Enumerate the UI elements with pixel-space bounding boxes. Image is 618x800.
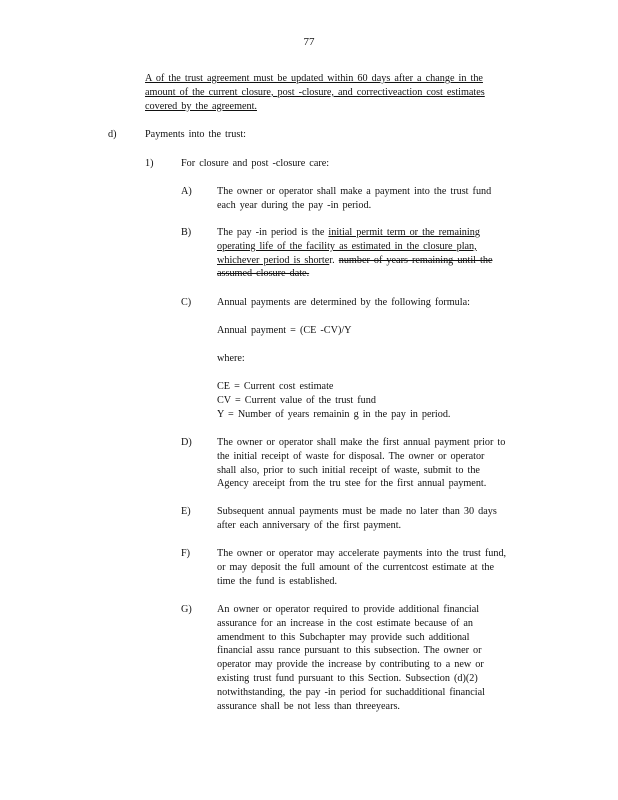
item-g-line: operator may provide the increase by contributing to a new or [217, 659, 484, 671]
item-e-label: E) [181, 506, 191, 517]
item-b-inserted: whichever period is shorte [217, 254, 330, 266]
item-g-line: existing trust fund pursuant to this Section. Subsection (d)(2) [217, 672, 478, 684]
item-b-plain: r. [329, 254, 339, 266]
item-b-deleted: number of years remaining until the [338, 254, 493, 266]
item-f-line: or may deposit the full amount of the currentcost estimate at the [217, 561, 495, 573]
item-a-line: each year during the pay -in period. [217, 199, 372, 211]
item-c-definitions [217, 380, 450, 421]
intro-paragraph [145, 72, 485, 113]
item-g-label: G) [181, 604, 192, 615]
item-f-label: F) [181, 548, 191, 559]
item-b-inserted: initial permit term or the remaining [328, 227, 480, 238]
section-d-title: Payments into the trust: [145, 129, 246, 140]
item-d-line: the initial receipt of waste for disposal. The owner or operator [217, 450, 485, 462]
item-g-line: assurance shall be not less than threeyears. [217, 700, 400, 712]
item-b-text [217, 226, 493, 281]
item-d-label: D) [181, 437, 192, 448]
item-e-line: Subsequent annual payments must be made no later than 30 days [217, 506, 497, 517]
intro-line: A of the trust agreement must be updated within 60 days after a change in the [145, 73, 483, 84]
item-c-label: C) [181, 297, 192, 308]
subsection-1-label: 1) [145, 158, 154, 169]
item-d-line: The owner or operator shall make the first annual payment prior to [217, 437, 506, 448]
item-g-line: financial assu rance pursuant to this subsection. The owner or [217, 645, 482, 657]
item-g-line: notwithstanding, the pay -in period for suchadditional financial [217, 686, 485, 698]
section-d-label: d) [108, 129, 117, 140]
item-a-label: A) [181, 186, 192, 197]
item-b-plain: The pay -in period is the [217, 227, 329, 238]
definition-line: CV = Current value of the trust fund [217, 394, 376, 406]
item-a-text [217, 185, 491, 213]
item-b-deleted: assumed closure date. [217, 268, 310, 280]
item-f-line: The owner or operator may accelerate payments into the trust fund, [217, 548, 507, 559]
item-g-line: An owner or operator required to provide additional financial [217, 604, 480, 615]
item-c-formula: Annual payment = (CE -CV)/Y [217, 325, 352, 336]
item-f-text [217, 547, 506, 588]
item-f-line: time the fund is established. [217, 575, 338, 587]
item-a-line: The owner or operator shall make a payment into the trust fund [217, 186, 492, 197]
item-g-line: assurance for an increase in the cost estimate because of an [217, 617, 473, 629]
item-g-text [217, 603, 485, 713]
item-c-where: where: [217, 353, 245, 364]
item-d-line: Agency areceipt from the tru stee for the first annual payment. [217, 478, 487, 490]
intro-line: amount of the current closure, post -closure, and correctiveaction cost estimates [145, 86, 485, 98]
page-number: 77 [303, 36, 315, 48]
item-e-text [217, 505, 497, 533]
item-g-line: amendment to this Subchapter may provide such additional [217, 631, 470, 643]
intro-line: covered by the agreement. [145, 100, 257, 112]
item-b-inserted: operating life of the facility as estimated in the closure plan, [217, 240, 477, 252]
item-e-line: after each anniversary of the first payment. [217, 519, 402, 531]
item-c-intro: Annual payments are determined by the following formula: [217, 297, 470, 308]
subsection-1-title: For closure and post -closure care: [181, 158, 330, 169]
definition-line: Y = Number of years remainin g in the pay in period. [217, 408, 451, 420]
item-d-text [217, 436, 505, 491]
definition-line: CE = Current cost estimate [217, 381, 334, 392]
item-d-line: shall also, prior to such initial receipt of waste, submit to the [217, 464, 480, 476]
item-b-label: B) [181, 227, 192, 238]
